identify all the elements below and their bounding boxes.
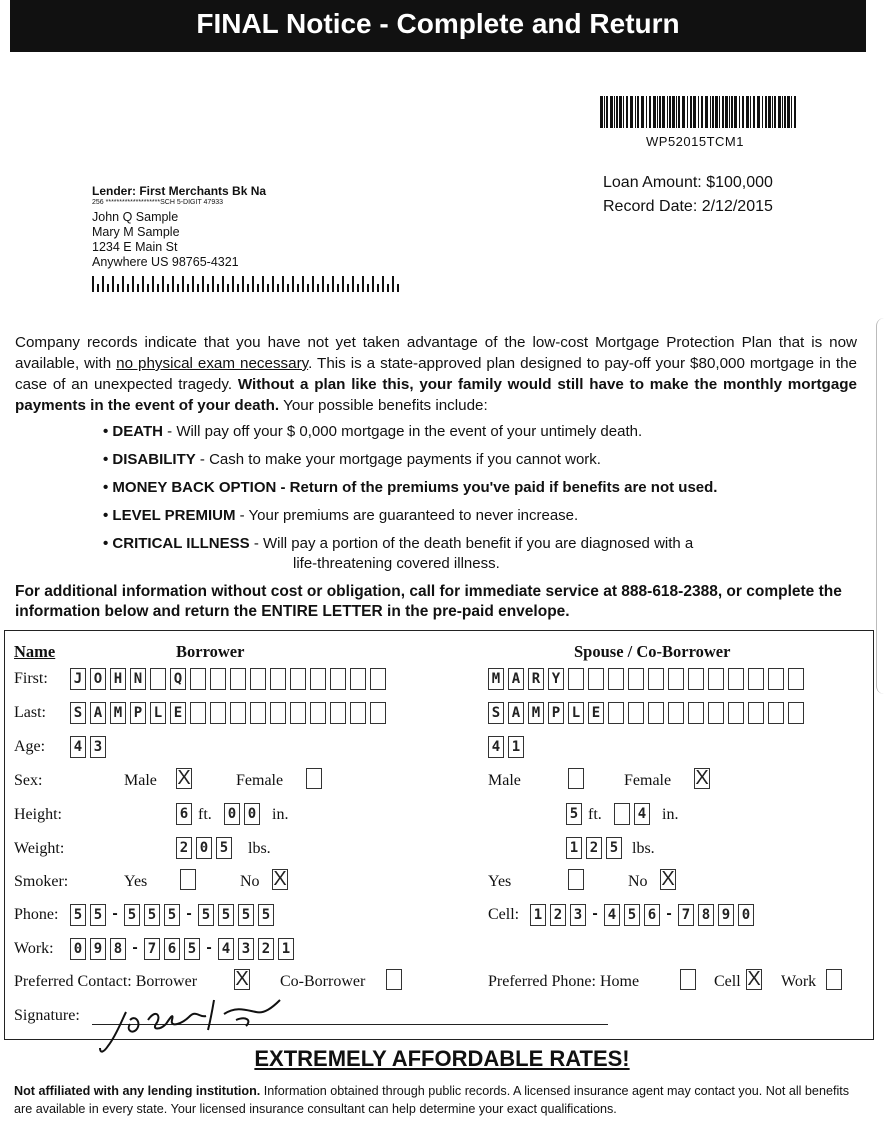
char-box[interactable]: 0: [196, 837, 212, 859]
loan-amount: Loan Amount: $100,000: [603, 174, 773, 191]
height-label: Height:: [14, 806, 62, 823]
borrower-height-in-field[interactable]: [224, 803, 260, 825]
char-box[interactable]: L: [150, 702, 166, 724]
ft-unit: ft.: [588, 806, 602, 823]
address-line: Anywhere US 98765-4321: [92, 255, 239, 269]
char-box[interactable]: 0: [224, 803, 240, 825]
spouse-last-name-field[interactable]: [488, 702, 804, 724]
borrower-phone-field[interactable]: [70, 904, 274, 926]
char-box[interactable]: S: [488, 702, 504, 724]
char-box[interactable]: [370, 668, 386, 690]
char-box[interactable]: 9: [718, 904, 734, 926]
lbs-unit: lbs.: [632, 840, 655, 857]
char-box[interactable]: 4: [218, 938, 234, 960]
separator-dash: -: [666, 905, 672, 922]
borrower-age-field[interactable]: [70, 736, 106, 758]
char-box[interactable]: [708, 668, 724, 690]
char-box[interactable]: 5: [198, 904, 214, 926]
char-box[interactable]: M: [528, 702, 544, 724]
address-line: John Q Sample: [92, 210, 179, 224]
char-box[interactable]: [230, 702, 246, 724]
char-box[interactable]: [648, 702, 664, 724]
record-date: Record Date: 2/12/2015: [603, 198, 773, 215]
char-box[interactable]: [270, 668, 286, 690]
separator-dash: -: [112, 905, 118, 922]
call-to-action: For additional information without cost or obligation, call for immediate service at 888-618-2388, or complete the information below and return the ENTIRE LETTER in the pre-paid envelope.: [15, 583, 842, 620]
char-box[interactable]: 5: [124, 904, 140, 926]
char-box[interactable]: H: [110, 668, 126, 690]
height-ft-box[interactable]: 5: [566, 803, 582, 825]
char-box[interactable]: [608, 702, 624, 724]
char-box[interactable]: 8: [698, 904, 714, 926]
char-box[interactable]: 6: [164, 938, 180, 960]
char-box[interactable]: 4: [634, 803, 650, 825]
char-box[interactable]: 7: [144, 938, 160, 960]
char-box[interactable]: 2: [550, 904, 566, 926]
preferred-phone-work-checkbox[interactable]: [826, 969, 842, 990]
borrower-first-name-field[interactable]: [70, 668, 386, 690]
char-box[interactable]: [350, 702, 366, 724]
benefit-death: • DEATH - Will pay off your $ 0,000 mortgage in the event of your untimely death.: [103, 423, 643, 440]
spouse-female-label: Female: [624, 772, 672, 789]
char-box[interactable]: 5: [238, 904, 254, 926]
benefit-critical-illness-cont: life-threatening covered illness.: [293, 555, 500, 572]
in-unit: in.: [272, 806, 289, 823]
char-box[interactable]: [330, 702, 346, 724]
char-box[interactable]: O: [90, 668, 106, 690]
char-box[interactable]: Q: [170, 668, 186, 690]
char-box[interactable]: 5: [90, 904, 106, 926]
benefit-money-back: • MONEY BACK OPTION - Return of the premiums you've paid if benefits are not used.: [103, 479, 718, 496]
char-box[interactable]: 9: [90, 938, 106, 960]
char-box[interactable]: 7: [678, 904, 694, 926]
borrower-male-checkbox[interactable]: X: [177, 767, 191, 789]
char-box[interactable]: [270, 702, 286, 724]
char-box[interactable]: [350, 668, 366, 690]
char-box[interactable]: N: [130, 668, 146, 690]
char-box[interactable]: 3: [570, 904, 586, 926]
phone-label: Phone:: [14, 906, 59, 923]
ft-unit: ft.: [198, 806, 212, 823]
char-box[interactable]: 5: [218, 904, 234, 926]
char-box[interactable]: M: [110, 702, 126, 724]
char-box[interactable]: 5: [144, 904, 160, 926]
borrower-work-field[interactable]: [70, 938, 294, 960]
char-box[interactable]: [230, 668, 246, 690]
char-box[interactable]: 4: [70, 736, 86, 758]
separator-dash: -: [186, 905, 192, 922]
borrower-height-ft-field[interactable]: [176, 803, 192, 825]
postal-barcode-icon: [92, 276, 404, 292]
char-box[interactable]: [748, 702, 764, 724]
smoker-label: Smoker:: [14, 873, 69, 890]
spouse-male-label: Male: [488, 772, 521, 789]
age-label: Age:: [14, 738, 46, 755]
borrower-female-checkbox[interactable]: [306, 768, 322, 789]
char-box[interactable]: [728, 702, 744, 724]
char-box[interactable]: 1: [508, 736, 524, 758]
borrower-smoker-yes-label: Yes: [124, 873, 148, 890]
char-box[interactable]: 0: [70, 938, 86, 960]
char-box[interactable]: 2: [258, 938, 274, 960]
separator-dash: -: [132, 939, 138, 956]
char-box[interactable]: 2: [176, 837, 192, 859]
char-box[interactable]: [568, 668, 584, 690]
spouse-male-checkbox[interactable]: [568, 768, 584, 789]
char-box[interactable]: Y: [548, 668, 564, 690]
char-box[interactable]: 6: [644, 904, 660, 926]
char-box[interactable]: [210, 668, 226, 690]
lbs-unit: lbs.: [248, 840, 271, 857]
char-box[interactable]: L: [568, 702, 584, 724]
char-box[interactable]: [190, 668, 206, 690]
char-box[interactable]: 1: [566, 837, 582, 859]
work-option-label: Work: [781, 973, 817, 990]
char-box[interactable]: [748, 668, 764, 690]
char-box[interactable]: [250, 668, 266, 690]
preferred-phone-cell-checkbox[interactable]: X: [747, 968, 761, 990]
benefit-critical-illness: • CRITICAL ILLNESS - Will pay a portion of the death benefit if you are diagnosed with a: [103, 535, 694, 552]
char-box[interactable]: 3: [90, 736, 106, 758]
in-unit: in.: [662, 806, 679, 823]
char-box[interactable]: [768, 668, 784, 690]
char-box[interactable]: [210, 702, 226, 724]
char-box[interactable]: R: [528, 668, 544, 690]
page-edge-mark: [876, 318, 884, 694]
preferred-contact-coborrower-checkbox[interactable]: [386, 969, 402, 990]
signature-label: Signature:: [14, 1007, 80, 1024]
char-box[interactable]: [310, 702, 326, 724]
char-box[interactable]: [310, 668, 326, 690]
spouse-age-field[interactable]: [488, 736, 524, 758]
char-box[interactable]: [648, 668, 664, 690]
char-box[interactable]: 5: [70, 904, 86, 926]
name-heading: Name: [14, 642, 56, 661]
cell-option-label: Cell: [714, 973, 741, 990]
preferred-phone-label: Preferred Phone: Home: [488, 973, 640, 990]
char-box[interactable]: [250, 702, 266, 724]
char-box[interactable]: 5: [184, 938, 200, 960]
spouse-heading: Spouse / Co-Borrower: [574, 642, 731, 661]
char-box[interactable]: E: [588, 702, 604, 724]
borrower-smoker-no-checkbox[interactable]: X: [273, 868, 287, 890]
char-box[interactable]: E: [170, 702, 186, 724]
borrower-last-name-field[interactable]: [70, 702, 386, 724]
char-box[interactable]: 8: [110, 938, 126, 960]
preferred-contact-borrower-checkbox[interactable]: X: [235, 968, 249, 990]
spouse-smoker-yes-label: Yes: [488, 873, 512, 890]
char-box[interactable]: A: [508, 702, 524, 724]
spouse-height-in-field[interactable]: [614, 803, 650, 825]
char-box[interactable]: [608, 668, 624, 690]
borrower-heading: Borrower: [176, 642, 245, 661]
intro-paragraph: Company records indicate that you have not yet taken advantage of the low-cost Mortgage Protection Plan that is now available, with no physical exam necessary. This is a state-approved plan designed to pay-off your $80,000 mortgage in the case of an unexpected tragedy. Without a plan like this, your family would still have to make the monthly mortgage payments in the event of your death. Your possible benefits include:: [15, 334, 857, 414]
char-box[interactable]: [768, 702, 784, 724]
borrower-weight-field[interactable]: [176, 837, 232, 859]
char-box[interactable]: 4: [488, 736, 504, 758]
weight-label: Weight:: [14, 840, 65, 857]
address-line: Mary M Sample: [92, 225, 180, 239]
spouse-smoker-no-checkbox[interactable]: X: [661, 868, 675, 890]
spouse-cell-field[interactable]: [530, 904, 754, 926]
char-box[interactable]: 3: [238, 938, 254, 960]
char-box[interactable]: [668, 668, 684, 690]
char-box[interactable]: 4: [604, 904, 620, 926]
lender-name: Lender: First Merchants Bk Na: [92, 184, 267, 198]
height-ft-box[interactable]: 6: [176, 803, 192, 825]
char-box[interactable]: A: [90, 702, 106, 724]
routing-code: 256 ********************SCH 5-DIGIT 47933: [92, 199, 224, 206]
char-box[interactable]: [190, 702, 206, 724]
borrower-smoker-yes-checkbox[interactable]: [180, 869, 196, 890]
char-box[interactable]: 5: [624, 904, 640, 926]
address-line: 1234 E Main St: [92, 240, 178, 254]
char-box[interactable]: J: [70, 668, 86, 690]
char-box[interactable]: [708, 702, 724, 724]
record-code: WP52015TCM1: [646, 134, 744, 149]
char-box[interactable]: [788, 668, 804, 690]
char-box[interactable]: [370, 702, 386, 724]
benefit-level-premium: • LEVEL PREMIUM - Your premiums are guaranteed to never increase.: [103, 507, 579, 524]
rates-heading: EXTREMELY AFFORDABLE RATES!: [254, 1046, 630, 1071]
separator-dash: -: [592, 905, 598, 922]
char-box[interactable]: [290, 702, 306, 724]
spouse-smoker-no-label: No: [628, 873, 648, 890]
char-box[interactable]: [728, 668, 744, 690]
char-box[interactable]: 1: [278, 938, 294, 960]
disclaimer-footer: Not affiliated with any lending institution. Information obtained through public records. A licensed insurance agent may contact you. Not all benefits are available in every state. Your licensed insurance consultant can help determine your exact qualifications.: [14, 1084, 850, 1116]
work-label: Work:: [14, 940, 54, 957]
char-box[interactable]: 5: [606, 837, 622, 859]
sex-label: Sex:: [14, 772, 43, 789]
char-box[interactable]: P: [130, 702, 146, 724]
preferred-contact-label: Preferred Contact: Borrower: [14, 973, 198, 990]
spouse-female-checkbox[interactable]: X: [695, 767, 709, 789]
char-box[interactable]: [614, 803, 630, 825]
first-label: First:: [14, 670, 48, 687]
char-box[interactable]: S: [70, 702, 86, 724]
borrower-female-label: Female: [236, 772, 284, 789]
preferred-phone-home-checkbox[interactable]: [680, 969, 696, 990]
char-box[interactable]: 2: [586, 837, 602, 859]
spouse-first-name-field[interactable]: [488, 668, 804, 690]
spouse-weight-field[interactable]: [566, 837, 622, 859]
char-box[interactable]: [668, 702, 684, 724]
char-box[interactable]: P: [548, 702, 564, 724]
char-box[interactable]: 0: [244, 803, 260, 825]
last-label: Last:: [14, 704, 46, 721]
spouse-height-ft-field[interactable]: [566, 803, 582, 825]
char-box[interactable]: 0: [738, 904, 754, 926]
char-box[interactable]: [290, 668, 306, 690]
char-box[interactable]: A: [508, 668, 524, 690]
char-box[interactable]: M: [488, 668, 504, 690]
borrower-smoker-no-label: No: [240, 873, 260, 890]
char-box[interactable]: 1: [530, 904, 546, 926]
char-box[interactable]: 5: [258, 904, 274, 926]
char-box[interactable]: 5: [216, 837, 232, 859]
benefit-disability: • DISABILITY - Cash to make your mortgage payments if you cannot work.: [103, 451, 601, 468]
char-box[interactable]: [628, 668, 644, 690]
separator-dash: -: [206, 939, 212, 956]
spouse-smoker-yes-checkbox[interactable]: [568, 869, 584, 890]
char-box[interactable]: [150, 668, 166, 690]
char-box[interactable]: [688, 702, 704, 724]
notice-title: FINAL Notice - Complete and Return: [10, 0, 866, 52]
char-box[interactable]: [330, 668, 346, 690]
borrower-male-label: Male: [124, 772, 157, 789]
char-box[interactable]: 5: [164, 904, 180, 926]
cell-label: Cell:: [488, 906, 520, 923]
co-borrower-label: Co-Borrower: [280, 973, 366, 990]
char-box[interactable]: [628, 702, 644, 724]
char-box[interactable]: [588, 668, 604, 690]
barcode-icon: [600, 96, 800, 128]
char-box[interactable]: [688, 668, 704, 690]
char-box[interactable]: [788, 702, 804, 724]
